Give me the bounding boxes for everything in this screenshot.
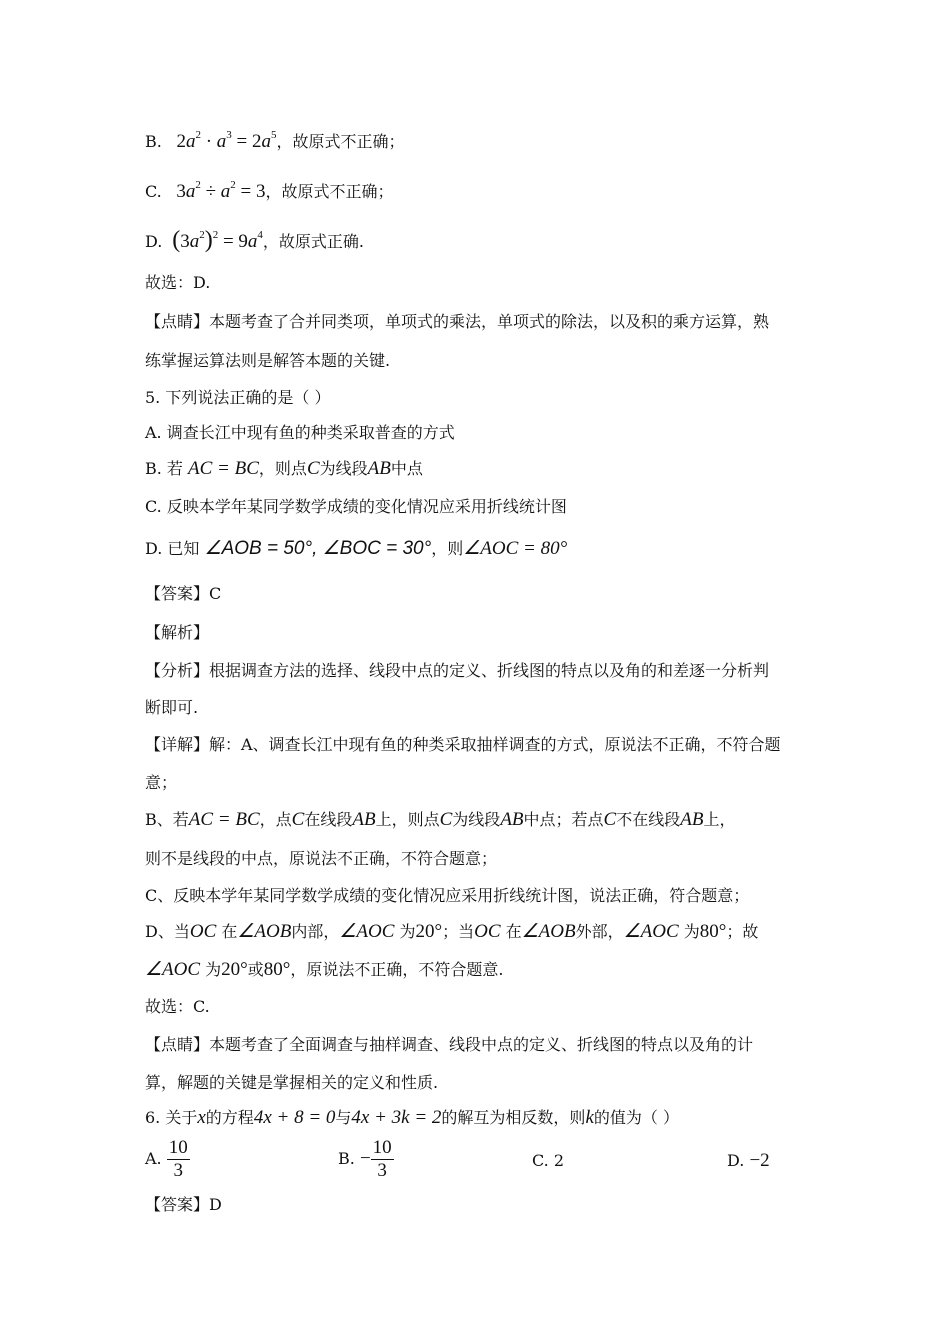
fenxi-line2: 断即可. [145,698,199,717]
detail-b-7: 不在线段 [616,810,681,829]
detail-g-1: 为 [205,960,222,979]
q4-b-text: ，故原式不正确； [276,132,405,151]
detail-d-8: 为 [683,922,700,941]
q5-d-formula1: ∠AOB = 50°, ∠BOC = 30° [204,538,432,559]
q4-d-formula: $(3a^2)^2 = 9a^4$ [172,227,263,253]
q4-option-b [145,130,405,154]
comment1-line2: 练掌握运算法则是解答本题的关键. [145,351,391,370]
q6-a-label: A. [145,1149,162,1168]
q6-d-label: D. [727,1151,745,1170]
detail-line7 [145,958,503,982]
detail-line1: 【详解】解：A、调查长江中现有鱼的种类采取抽样调查的方式，原说法不正确，不符合题 [145,735,781,754]
detail-line2: 意； [145,773,178,792]
detail-d-4: 为 [399,922,416,941]
detail-b-formula: AC = BC [188,809,260,830]
q6-option-a [145,1137,190,1182]
detail-b-seg1: AB [352,809,376,830]
detail-d-6: 在 [505,922,522,941]
q5-stem: 5. 下列说法正确的是（ ） [145,388,331,407]
detail-g-80: 80° [263,959,291,980]
q4-option-d [145,228,364,254]
q5-b-formula: AC = BC [188,458,259,479]
detail-d-20: 20° [415,921,443,942]
q6-stem [145,1106,679,1130]
choose-c: 故选：C. [145,997,210,1016]
q4-c-text: ，故原式不正确； [265,182,394,201]
detail-line5: C、反映本学年某同学数学成绩的变化情况应采用折线统计图，说法正确，符合题意； [145,886,750,905]
q5-option-c: C. 反映本学年某同学数学成绩的变化情况应采用折线统计图 [145,497,567,516]
q5-b-point: C [306,458,320,479]
q4-c-formula: $3a^2 \div a^2 = 3$ [166,179,266,202]
detail-g-3: ，原说法不正确，不符合题意. [290,960,504,979]
detail-d-aoc: ∠AOC [339,921,395,942]
q5-d-formula2: ∠AOC = 80° [463,538,568,559]
detail-d-oc: OC [189,921,217,942]
detail-b-1: B、若 [145,810,189,829]
q6-4: 的解互为相反数，则 [441,1108,586,1127]
q6-d-value: −2 [749,1150,770,1171]
detail-d-80: 80° [699,921,727,942]
answer-6: 【答案】D [145,1195,222,1214]
q6-var-k: k [585,1107,594,1128]
q6-option-d [727,1149,770,1173]
q6-a-numerator: 10 [168,1137,188,1158]
detail-line6 [145,920,758,944]
detail-b-point3: C [603,809,617,830]
q6-equation2: 4x + 3k = 2 [351,1107,442,1128]
detail-d-5: ；当 [442,922,475,941]
detail-g-aoc: ∠AOC [145,959,201,980]
fenxi-line1: 【分析】根据调查方法的选择、线段中点的定义、折线图的特点以及角的和差逐一分析判 [145,661,770,680]
q6-b-numerator: 10 [372,1137,392,1158]
detail-b-6: 中点；若点 [523,810,604,829]
q5-b-segment: AB [367,458,391,479]
q5-option-b [145,457,423,481]
detail-b-3: 在线段 [304,810,353,829]
detail-d-aob2: ∠AOB [521,921,576,942]
detail-b-seg3: AB [680,809,704,830]
q5-option-a: A. 调查长江中现有鱼的种类采取普查的方式 [145,423,455,442]
detail-d-3: 内部， [291,922,340,941]
q6-option-c: C. 2 [532,1151,565,1170]
q5-option-d [145,537,567,561]
q6-equation1: 4x + 8 = 0 [253,1107,336,1128]
detail-b-2: ，点 [259,810,292,829]
q5-b-mid2: 为线段 [319,459,368,478]
detail-d-9: ；故 [726,922,759,941]
detail-d-aoc2: ∠AOC [623,921,679,942]
q5-d-prefix: D. 已知 [145,539,200,558]
q6-var-x: x [197,1107,206,1128]
q6-b-sign: − [359,1148,371,1169]
q6-a-denominator: 3 [173,1160,183,1181]
detail-b-4: 上，则点 [375,810,440,829]
detail-b-seg2: AB [500,809,524,830]
detail-d-1: D、当 [145,922,190,941]
q4-b-formula: $2a^2 \cdot a^3 = 2a^5$ [166,129,277,152]
detail-b-5: 为线段 [452,810,501,829]
detail-g-20: 20° [221,959,248,980]
detail-line3 [145,808,735,832]
q4-c-label: C. [145,182,162,201]
detail-g-2: 或 [247,960,264,979]
q6-1: 6. 关于 [145,1108,198,1127]
answer-5: 【答案】C [145,584,222,603]
q5-b-mid: ，则点 [258,459,307,478]
detail-line4: 则不是线段的中点，原说法不正确，不符合题意； [145,849,498,868]
analysis-5: 【解析】 [145,623,210,642]
q6-3: 与 [335,1108,352,1127]
q6-b-fraction [371,1137,394,1182]
q5-d-mid: ，则 [431,539,464,558]
q6-a-fraction [167,1137,190,1182]
q6-option-b [338,1137,394,1182]
detail-d-7: 外部， [575,922,624,941]
choose-d: 故选：D. [145,273,211,292]
q6-b-label: B. [338,1149,355,1168]
detail-d-2: 在 [221,922,238,941]
q4-d-label: D. [145,232,163,251]
comment2-line1: 【点睛】本题考查了全面调查与抽样调查、线段中点的定义、折线图的特点以及角的计 [145,1035,754,1054]
detail-d-oc2: OC [474,921,501,942]
q6-5: 的值为（ ） [593,1108,679,1127]
detail-d-aob: ∠AOB [237,921,292,942]
detail-b-point1: C [291,809,305,830]
q6-b-denominator: 3 [377,1160,387,1181]
q4-b-label: B. [145,132,162,151]
comment1-line1: 【点睛】本题考查了合并同类项，单项式的乘法，单项式的除法，以及积的乘方运算，熟 [145,312,770,331]
detail-b-point2: C [439,809,453,830]
q4-d-text: ，故原式正确. [262,232,364,251]
q6-2: 的方程 [205,1108,254,1127]
q5-b-prefix: B. 若 [145,459,183,478]
q5-b-end: 中点 [390,459,423,478]
detail-b-8: 上， [703,810,736,829]
comment2-line2: 算，解题的关键是掌握相关的定义和性质. [145,1073,439,1092]
q4-option-c [145,180,394,204]
